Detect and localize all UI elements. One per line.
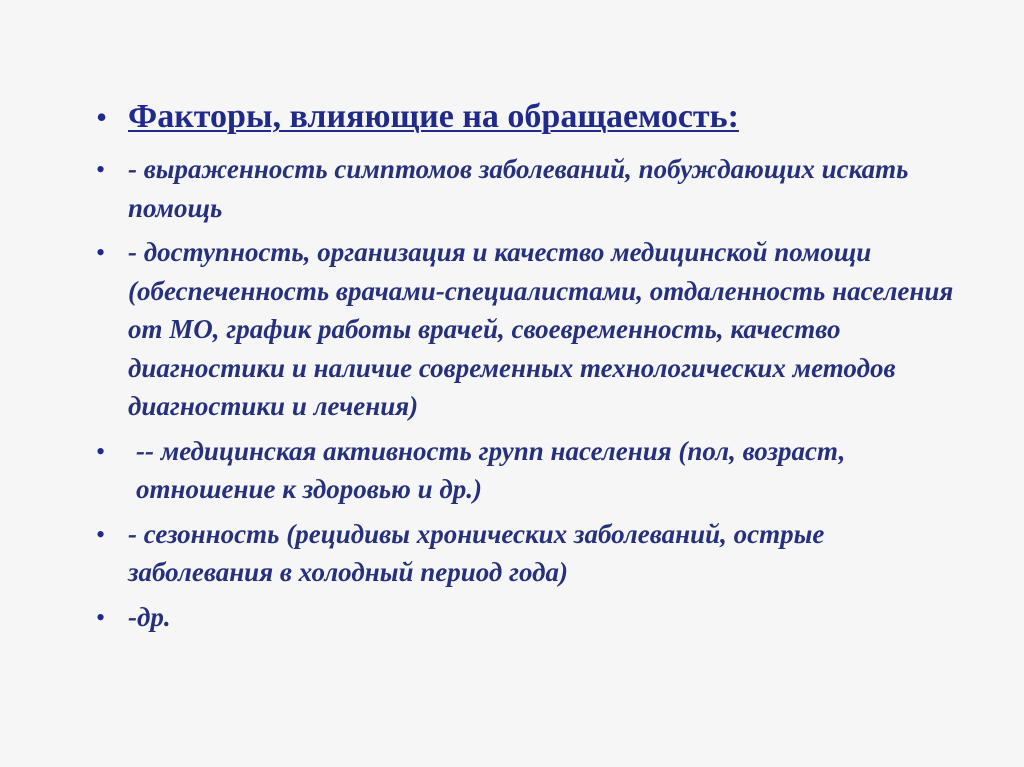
bullet-icon: • — [96, 602, 106, 632]
list-item-symptoms — [96, 150, 956, 227]
title-row — [96, 96, 956, 138]
list-item-accessibility — [96, 233, 956, 426]
slide-title: Факторы, влияющие на обращаемость: — [128, 98, 739, 135]
bullet-icon: • — [96, 238, 106, 267]
slide-content — [96, 96, 956, 638]
bullet-icon: • — [96, 519, 106, 549]
list-item-text: - выраженность симптомов заболеваний, побуждающих искать помощь — [128, 154, 909, 223]
list-item-text: -др. — [128, 601, 171, 632]
bullet-icon: • — [96, 99, 108, 135]
list-item-text: -- медицинская активность групп населения (пол, возраст, отношение к здоровью и др.) — [136, 435, 846, 504]
list-item-other — [96, 598, 956, 638]
list-item-medical-activity — [96, 432, 956, 509]
list-item-text: - сезонность (рецидивы хронических заболеваний, острые заболевания в холодный период года) — [128, 518, 825, 587]
list-item-text: - доступность, организация и качество медицинской помощи (обеспеченность врачами-специалистами, отдаленность населения от МО, график работы врачей, своевременность, качество диагностики и наличие современных технологических методов диагностики и лечения) — [128, 237, 954, 421]
list-item-seasonality — [96, 515, 956, 592]
bullet-icon: • — [96, 155, 106, 184]
bullet-icon: • — [96, 436, 106, 466]
